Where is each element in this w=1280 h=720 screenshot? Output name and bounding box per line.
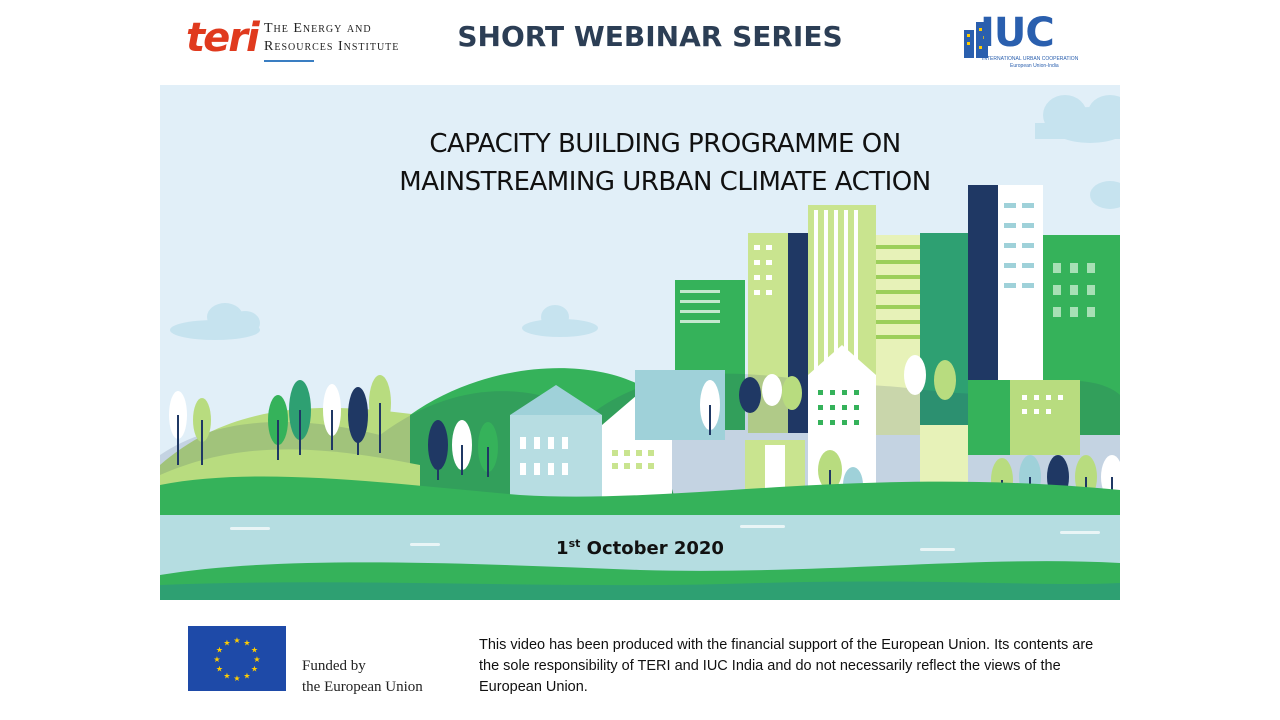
teri-name: [264, 20, 399, 56]
teri-logo: [186, 16, 416, 66]
programme-title: [160, 125, 1120, 201]
svg-text:★: ★: [250, 645, 259, 655]
date-rest: October 2020: [580, 538, 724, 559]
date-suffix: st: [568, 537, 581, 550]
teri-logo-mark: teri: [186, 15, 258, 61]
teri-name-line2: Resources Institute: [264, 39, 400, 54]
disclaimer-text: This video has been produced with the financial support of the European Union. Its contents are the sole responsibility of TERI and IUC India and do not necessarily reflect the views of the European Union.: [479, 637, 1094, 695]
programme-title-line1: CAPACITY BUILDING PROGRAMME ON: [429, 129, 901, 159]
iuc-logo: [960, 10, 1090, 72]
svg-text:★: ★: [233, 674, 241, 683]
iuc-logo-text: IUC: [980, 10, 1054, 56]
funded-line1: Funded by: [302, 658, 366, 674]
svg-text:★: ★: [213, 655, 221, 664]
svg-text:★: ★: [215, 664, 224, 674]
teri-name-line1: The Energy and: [264, 21, 372, 36]
programme-title-line2: MAINSTREAMING URBAN CLIMATE ACTION: [399, 167, 931, 197]
svg-text:★: ★: [233, 636, 241, 645]
svg-text:★: ★: [250, 664, 259, 674]
svg-text:★: ★: [223, 638, 231, 648]
funded-by-text: [302, 656, 423, 698]
svg-text:★: ★: [223, 671, 231, 681]
eu-flag-icon: [188, 626, 286, 691]
banner: [160, 85, 1120, 600]
svg-text:★: ★: [253, 655, 261, 664]
svg-text:★: ★: [215, 645, 224, 655]
series-title: SHORT WEBINAR SERIES: [457, 20, 843, 53]
teri-underline: [264, 60, 314, 62]
svg-text:★: ★: [243, 671, 251, 681]
date-day: 1: [556, 538, 569, 559]
funded-line2: the European Union: [302, 679, 423, 695]
event-date: [160, 537, 1120, 559]
iuc-subtitle-2: European Union-India: [1010, 63, 1059, 69]
svg-text:★: ★: [243, 638, 251, 648]
iuc-subtitle-1: INTERNATIONAL URBAN COOPERATION: [982, 56, 1079, 62]
eu-stars-icon: [188, 626, 286, 691]
